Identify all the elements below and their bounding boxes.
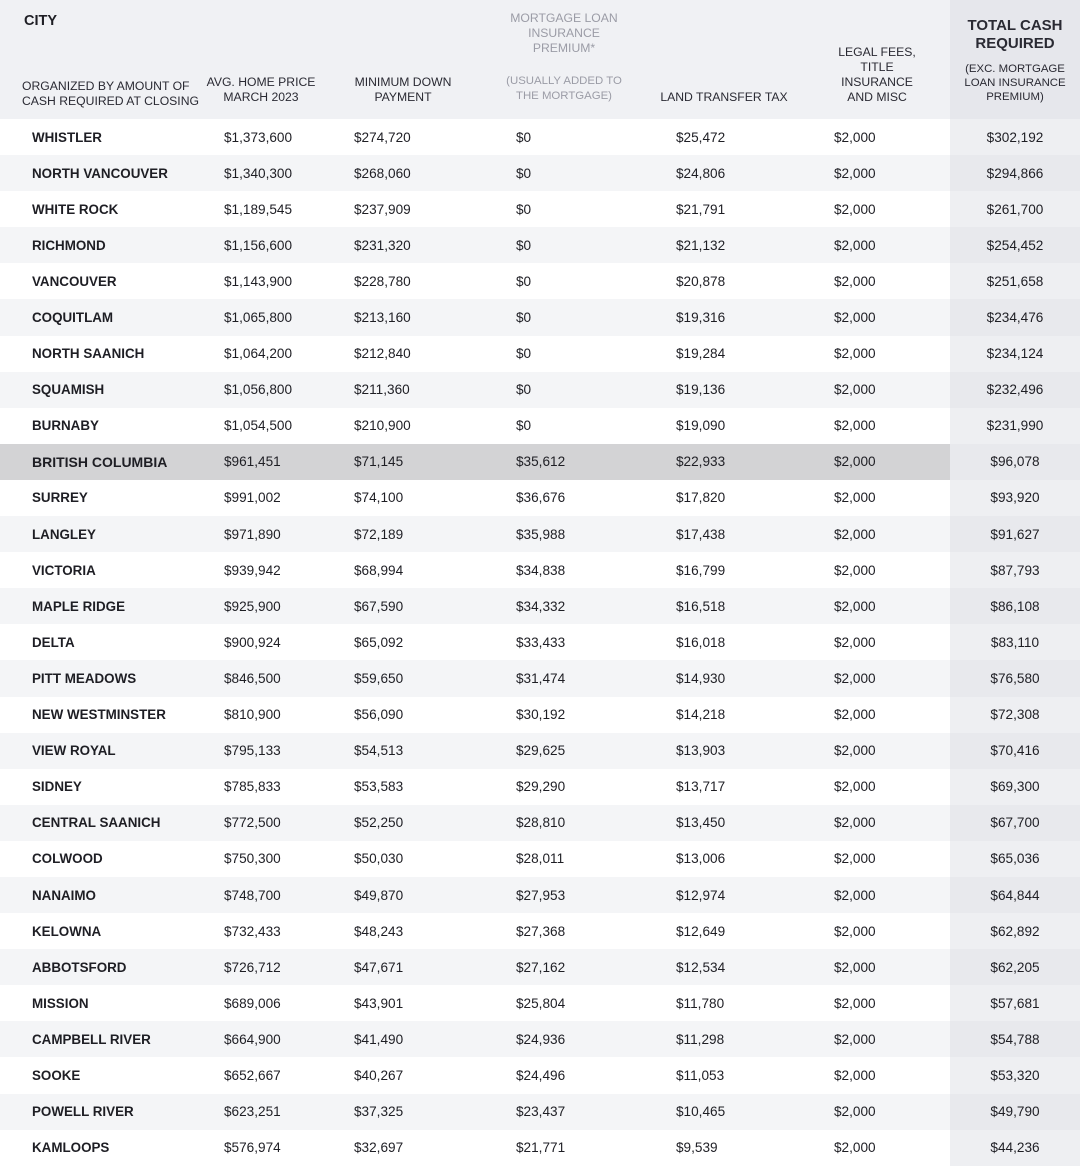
city-cell: VANCOUVER	[32, 273, 117, 289]
city-cell: SOOKE	[32, 1067, 81, 1083]
avg-home-price-cell: $1,189,545	[224, 201, 293, 217]
total-cash-cell: $54,788	[950, 1021, 1080, 1057]
down-payment-cell: $54,513	[322, 733, 484, 769]
avg-home-price-cell: $576,974	[224, 1140, 281, 1156]
legal-fees-cell: $2,000	[804, 949, 950, 985]
total-cash-cell: $69,300	[950, 769, 1080, 805]
city-cell: BRITISH COLUMBIA	[0, 444, 200, 480]
city-cell: SIDNEY	[32, 779, 82, 795]
land-transfer-tax-cell: $19,136	[644, 372, 804, 408]
down-payment-cell: $68,994	[354, 562, 404, 578]
city-cell: SQUAMISH	[0, 372, 200, 408]
down-payment-cell: $48,243	[354, 923, 404, 939]
header-land-transfer-tax	[644, 0, 804, 119]
table-row	[0, 769, 1080, 805]
land-transfer-tax-cell: $22,933	[644, 444, 804, 480]
land-transfer-tax-cell: $14,218	[676, 707, 726, 723]
land-transfer-tax-cell: $24,806	[644, 155, 804, 191]
avg-home-price-cell: $991,002	[224, 490, 281, 506]
insurance-premium-cell: $29,290	[516, 779, 566, 795]
table-row	[0, 191, 1080, 227]
down-payment-cell: $71,145	[322, 444, 484, 480]
down-payment-cell: $67,590	[322, 588, 484, 624]
table-row	[0, 227, 1080, 263]
land-transfer-tax-cell: $21,791	[676, 201, 726, 217]
total-cash-cell: $72,308	[950, 697, 1080, 733]
total-cash-cell: $49,790	[950, 1094, 1080, 1130]
insurance-premium-cell: $27,368	[516, 923, 566, 939]
insurance-premium-cell: $25,804	[516, 995, 566, 1011]
legal-fees-cell: $2,000	[834, 851, 876, 867]
down-payment-cell: $72,189	[322, 516, 484, 552]
avg-home-price-cell: $971,890	[200, 516, 322, 552]
table-body	[0, 119, 1080, 1166]
legal-fees-cell: $2,000	[804, 877, 950, 913]
land-transfer-tax-cell: $9,539	[676, 1140, 718, 1156]
city-cell: VIEW ROYAL	[0, 733, 200, 769]
city-cell: KELOWNA	[32, 923, 102, 939]
legal-fees-cell: $2,000	[804, 805, 950, 841]
insurance-premium-cell: $30,192	[516, 707, 566, 723]
city-cell: MISSION	[32, 995, 89, 1011]
down-payment-cell: $49,870	[322, 877, 484, 913]
header-mortgage-insurance-title: MORTGAGE LOAN INSURANCE PREMIUM*	[510, 11, 618, 55]
avg-home-price-cell: $772,500	[200, 805, 322, 841]
total-cash-cell: $234,124	[950, 336, 1080, 372]
table-row	[0, 624, 1080, 660]
legal-fees-cell: $2,000	[804, 227, 950, 263]
down-payment-cell: $210,900	[354, 418, 411, 434]
total-cash-cell: $65,036	[950, 841, 1080, 877]
city-cell: POWELL RIVER	[0, 1094, 200, 1130]
city-cell: PITT MEADOWS	[0, 660, 200, 696]
land-transfer-tax-cell: $16,799	[676, 562, 726, 578]
legal-fees-cell: $2,000	[804, 660, 950, 696]
insurance-premium-cell: $0	[516, 346, 532, 362]
total-cash-cell: $57,681	[950, 985, 1080, 1021]
legal-fees-cell: $2,000	[834, 779, 876, 795]
table-row	[0, 516, 1080, 552]
avg-home-price-cell: $664,900	[200, 1021, 322, 1057]
insurance-premium-cell: $24,936	[484, 1021, 644, 1057]
header-mortgage-insurance-subtitle: (USUALLY ADDED TO THE MORTGAGE)	[506, 75, 622, 102]
legal-fees-cell: $2,000	[804, 155, 950, 191]
legal-fees-cell: $2,000	[834, 634, 876, 650]
header-mortgage-insurance	[484, 0, 644, 119]
city-cell: VICTORIA	[32, 562, 96, 578]
land-transfer-tax-cell: $13,903	[644, 733, 804, 769]
header-legal-fees-label: LEGAL FEES, TITLE INSURANCE AND MISC	[838, 45, 916, 104]
insurance-premium-cell: $0	[484, 155, 644, 191]
avg-home-price-cell: $726,712	[200, 949, 322, 985]
table-row	[0, 336, 1080, 372]
land-transfer-tax-cell: $17,438	[644, 516, 804, 552]
legal-fees-cell: $2,000	[804, 588, 950, 624]
land-transfer-tax-cell: $16,518	[644, 588, 804, 624]
insurance-premium-cell: $28,011	[516, 851, 565, 867]
land-transfer-tax-cell: $19,316	[644, 299, 804, 335]
total-cash-cell: $294,866	[950, 155, 1080, 191]
insurance-premium-cell: $27,162	[484, 949, 644, 985]
total-cash-cell: $254,452	[950, 227, 1080, 263]
city-cell: BURNABY	[32, 418, 99, 434]
table-row	[0, 552, 1080, 588]
avg-home-price-cell: $1,054,500	[224, 418, 293, 434]
avg-home-price-cell: $1,065,800	[200, 299, 322, 335]
land-transfer-tax-cell: $25,472	[676, 129, 726, 145]
insurance-premium-cell: $34,838	[516, 562, 566, 578]
legal-fees-cell: $2,000	[834, 129, 876, 145]
insurance-premium-cell: $21,771	[516, 1140, 566, 1156]
insurance-premium-cell: $29,625	[484, 733, 644, 769]
total-cash-cell: $83,110	[950, 624, 1080, 660]
city-cell: COLWOOD	[32, 851, 103, 867]
avg-home-price-cell: $748,700	[200, 877, 322, 913]
land-transfer-tax-cell: $12,649	[676, 923, 726, 939]
city-cell: DELTA	[32, 634, 75, 650]
table-row	[0, 119, 1080, 155]
avg-home-price-cell: $1,143,900	[224, 273, 293, 289]
land-transfer-tax-cell: $13,006	[676, 851, 726, 867]
down-payment-cell: $47,671	[322, 949, 484, 985]
legal-fees-cell: $2,000	[804, 516, 950, 552]
total-cash-cell: $64,844	[950, 877, 1080, 913]
legal-fees-cell: $2,000	[834, 707, 876, 723]
insurance-premium-cell: $35,988	[484, 516, 644, 552]
land-transfer-tax-cell: $14,930	[644, 660, 804, 696]
avg-home-price-cell: $961,451	[200, 444, 322, 480]
legal-fees-cell: $2,000	[834, 201, 876, 217]
down-payment-cell: $56,090	[354, 707, 404, 723]
insurance-premium-cell: $35,612	[484, 444, 644, 480]
table-row	[0, 263, 1080, 299]
total-cash-cell: $234,476	[950, 299, 1080, 335]
avg-home-price-cell: $652,667	[224, 1067, 281, 1083]
avg-home-price-cell: $925,900	[200, 588, 322, 624]
header-minimum-down-payment-label: MINIMUM DOWN PAYMENT	[354, 75, 452, 104]
header-legal-fees	[804, 0, 950, 119]
total-cash-cell: $62,892	[950, 913, 1080, 949]
legal-fees-cell: $2,000	[834, 1140, 876, 1156]
down-payment-cell: $59,650	[322, 660, 484, 696]
total-cash-cell: $86,108	[950, 588, 1080, 624]
city-cell: MAPLE RIDGE	[0, 588, 200, 624]
down-payment-cell: $65,092	[354, 634, 404, 650]
down-payment-cell: $50,030	[354, 851, 404, 867]
down-payment-cell: $268,060	[322, 155, 484, 191]
land-transfer-tax-cell: $21,132	[644, 227, 804, 263]
header-minimum-down-payment	[322, 0, 484, 119]
legal-fees-cell: $2,000	[834, 273, 876, 289]
city-cell: NEW WESTMINSTER	[32, 707, 166, 723]
avg-home-price-cell: $810,900	[224, 707, 281, 723]
city-cell: SURREY	[32, 490, 88, 506]
down-payment-cell: $211,360	[322, 372, 484, 408]
header-land-transfer-tax-label: LAND TRANSFER TAX	[660, 90, 788, 104]
total-cash-cell: $93,920	[950, 480, 1080, 516]
total-cash-cell: $302,192	[950, 119, 1080, 155]
insurance-premium-cell: $0	[516, 201, 532, 217]
down-payment-cell: $32,697	[354, 1140, 404, 1156]
city-cell: NORTH VANCOUVER	[0, 155, 200, 191]
down-payment-cell: $74,100	[354, 490, 404, 506]
legal-fees-cell: $2,000	[804, 372, 950, 408]
table-row	[0, 1057, 1080, 1093]
down-payment-cell: $40,267	[354, 1067, 404, 1083]
header-row	[0, 0, 1080, 119]
header-total-cash-required	[950, 0, 1080, 119]
header-city	[0, 0, 200, 119]
table-row	[0, 949, 1080, 985]
legal-fees-cell: $2,000	[834, 346, 876, 362]
avg-home-price-cell: $795,133	[200, 733, 322, 769]
legal-fees-cell: $2,000	[834, 1067, 876, 1083]
insurance-premium-cell: $0	[516, 129, 532, 145]
land-transfer-tax-cell: $12,534	[644, 949, 804, 985]
legal-fees-cell: $2,000	[804, 1094, 950, 1130]
city-cell: LANGLEY	[0, 516, 200, 552]
table-row	[0, 372, 1080, 408]
table-row	[0, 697, 1080, 733]
avg-home-price-cell: $689,006	[224, 995, 281, 1011]
table-row	[0, 299, 1080, 335]
table-header	[0, 0, 1080, 119]
total-cash-cell: $67,700	[950, 805, 1080, 841]
insurance-premium-cell: $0	[484, 299, 644, 335]
avg-home-price-cell: $732,433	[224, 923, 281, 939]
down-payment-cell: $274,720	[354, 129, 411, 145]
table-row	[0, 480, 1080, 516]
down-payment-cell: $213,160	[322, 299, 484, 335]
header-city-title: CITY	[24, 13, 58, 29]
insurance-premium-cell: $28,810	[484, 805, 644, 841]
land-transfer-tax-cell: $13,717	[676, 779, 726, 795]
avg-home-price-cell: $1,340,300	[200, 155, 322, 191]
total-cash-cell: $87,793	[950, 552, 1080, 588]
land-transfer-tax-cell: $19,284	[676, 346, 726, 362]
table-row	[0, 841, 1080, 877]
header-avg-home-price-label: AVG. HOME PRICE MARCH 2023	[206, 75, 316, 104]
total-cash-cell: $232,496	[950, 372, 1080, 408]
land-transfer-tax-cell: $11,298	[644, 1021, 804, 1057]
table-row	[0, 660, 1080, 696]
city-cell: ABBOTSFORD	[0, 949, 200, 985]
city-cell: CAMPBELL RIVER	[0, 1021, 200, 1057]
down-payment-cell: $41,490	[322, 1021, 484, 1057]
land-transfer-tax-cell: $11,053	[676, 1067, 725, 1083]
header-avg-home-price	[200, 0, 322, 119]
avg-home-price-cell: $750,300	[224, 851, 281, 867]
insurance-premium-cell: $0	[516, 273, 532, 289]
header-total-cash-title: TOTAL CASH REQUIRED	[967, 17, 1063, 52]
total-cash-cell: $62,205	[950, 949, 1080, 985]
insurance-premium-cell: $36,676	[516, 490, 566, 506]
down-payment-cell: $212,840	[354, 346, 411, 362]
insurance-premium-cell: $23,437	[484, 1094, 644, 1130]
down-payment-cell: $52,250	[322, 805, 484, 841]
land-transfer-tax-cell: $12,974	[644, 877, 804, 913]
insurance-premium-cell: $34,332	[484, 588, 644, 624]
header-city-subtitle: ORGANIZED BY AMOUNT OF CASH REQUIRED AT CLOSING	[22, 79, 199, 108]
table-row	[0, 877, 1080, 913]
table-row	[0, 805, 1080, 841]
down-payment-cell: $37,325	[322, 1094, 484, 1130]
down-payment-cell: $43,901	[354, 995, 404, 1011]
total-cash-cell: $76,580	[950, 660, 1080, 696]
avg-home-price-cell: $1,373,600	[224, 129, 293, 145]
table-row	[0, 913, 1080, 949]
table-row	[0, 1130, 1080, 1166]
land-transfer-tax-cell: $17,820	[676, 490, 726, 506]
avg-home-price-cell: $900,924	[224, 634, 281, 650]
total-cash-cell: $261,700	[950, 191, 1080, 227]
total-cash-cell: $44,236	[950, 1130, 1080, 1166]
legal-fees-cell: $2,000	[834, 923, 876, 939]
table-row	[0, 444, 1080, 480]
legal-fees-cell: $2,000	[834, 418, 876, 434]
table-row	[0, 588, 1080, 624]
total-cash-cell: $91,627	[950, 516, 1080, 552]
avg-home-price-cell: $623,251	[200, 1094, 322, 1130]
legal-fees-cell: $2,000	[804, 444, 950, 480]
header-total-cash-subtitle: (EXC. MORTGAGE LOAN INSURANCE PREMIUM)	[964, 63, 1066, 103]
insurance-premium-cell: $0	[484, 227, 644, 263]
avg-home-price-cell: $846,500	[200, 660, 322, 696]
insurance-premium-cell: $27,953	[484, 877, 644, 913]
legal-fees-cell: $2,000	[834, 995, 876, 1011]
total-cash-cell: $231,990	[950, 408, 1080, 444]
city-cell: WHITE ROCK	[32, 201, 119, 217]
table-row	[0, 985, 1080, 1021]
avg-home-price-cell: $1,156,600	[200, 227, 322, 263]
table-row	[0, 733, 1080, 769]
avg-home-price-cell: $1,056,800	[200, 372, 322, 408]
land-transfer-tax-cell: $16,018	[676, 634, 726, 650]
avg-home-price-cell: $785,833	[224, 779, 281, 795]
avg-home-price-cell: $1,064,200	[224, 346, 293, 362]
insurance-premium-cell: $0	[516, 418, 532, 434]
city-cell: NANAIMO	[0, 877, 200, 913]
city-cell: WHISTLER	[32, 129, 102, 145]
total-cash-cell: $251,658	[950, 263, 1080, 299]
down-payment-cell: $237,909	[354, 201, 411, 217]
legal-fees-cell: $2,000	[804, 1021, 950, 1057]
insurance-premium-cell: $33,433	[516, 634, 566, 650]
land-transfer-tax-cell: $11,780	[676, 995, 725, 1011]
down-payment-cell: $53,583	[354, 779, 404, 795]
city-cell: RICHMOND	[0, 227, 200, 263]
legal-fees-cell: $2,000	[804, 299, 950, 335]
legal-fees-cell: $2,000	[834, 562, 876, 578]
table-row	[0, 408, 1080, 444]
down-payment-cell: $231,320	[322, 227, 484, 263]
table-row	[0, 1094, 1080, 1130]
table-row	[0, 1021, 1080, 1057]
land-transfer-tax-cell: $10,465	[644, 1094, 804, 1130]
land-transfer-tax-cell: $20,878	[676, 273, 726, 289]
avg-home-price-cell: $939,942	[224, 562, 281, 578]
city-cell: COQUITLAM	[0, 299, 200, 335]
city-cell: KAMLOOPS	[32, 1140, 110, 1156]
total-cash-cell: $70,416	[950, 733, 1080, 769]
insurance-premium-cell: $31,474	[484, 660, 644, 696]
city-cell: NORTH SAANICH	[32, 346, 145, 362]
land-transfer-tax-cell: $13,450	[644, 805, 804, 841]
legal-fees-cell: $2,000	[834, 490, 876, 506]
city-cell: CENTRAL SAANICH	[0, 805, 200, 841]
insurance-premium-cell: $24,496	[516, 1067, 566, 1083]
total-cash-cell: $53,320	[950, 1057, 1080, 1093]
table-row	[0, 155, 1080, 191]
legal-fees-cell: $2,000	[804, 733, 950, 769]
down-payment-cell: $228,780	[354, 273, 411, 289]
land-transfer-tax-cell: $19,090	[676, 418, 726, 434]
insurance-premium-cell: $0	[484, 372, 644, 408]
total-cash-cell: $96,078	[950, 444, 1080, 480]
